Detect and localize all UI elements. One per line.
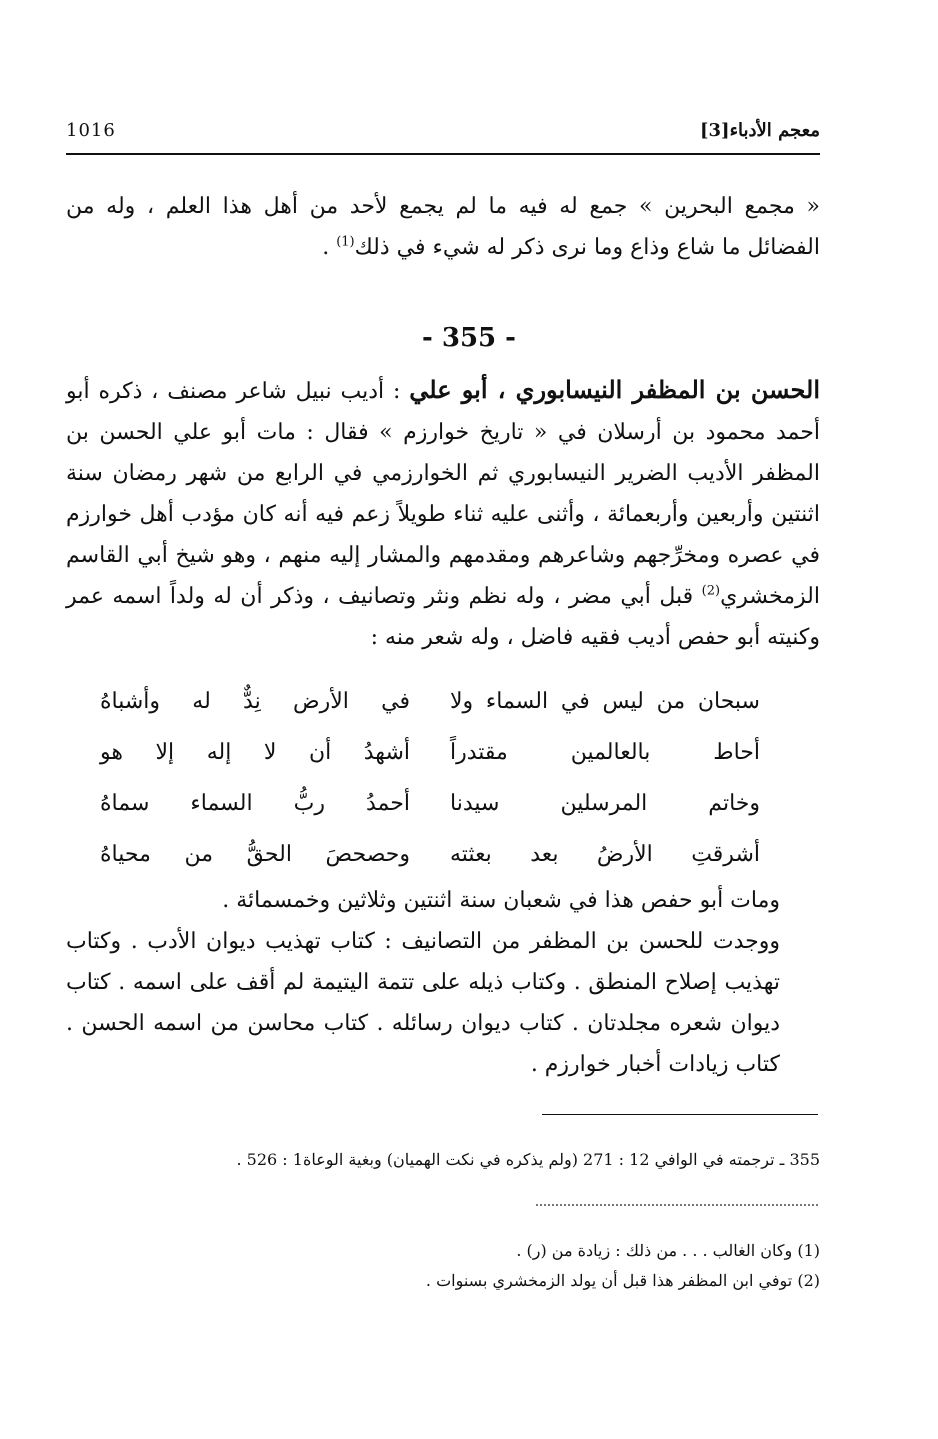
- dotted-rule: [536, 1204, 818, 1206]
- footnote-ref-2: (2): [701, 583, 721, 599]
- footnote-2: (2) توفي ابن المظفر هذا قبل أن يولد الزمخشري بسنوات .: [425, 1271, 820, 1290]
- verse-first-hemistich: وخاتم المرسلين سيدنا: [450, 791, 760, 816]
- page-number: 1016: [66, 120, 116, 141]
- source-note: 355 ـ ترجمته في الوافي 12 : 271 (ولم يذكره في نكت الهميان) وبغية الوعاة1 : 526 .: [236, 1150, 820, 1169]
- verse-first-hemistich: سبحان من ليس في السماء ولا: [450, 689, 760, 714]
- poem-verse: [100, 676, 760, 727]
- footnote-1: (1) وكان الغالب . . . من ذلك : زيادة من (ر) .: [516, 1241, 820, 1260]
- poem-verse: [100, 778, 760, 829]
- verse-second-hemistich: أحمدُ ربُّ السماء سماهُ: [100, 791, 410, 816]
- works-paragraph: ووجدت للحسن بن المظفر من التصانيف : كتاب تهذيب ديوان الأدب . وكتاب تهذيب إصلاح المنطق . وكتاب ذيله على تتمة اليتيمة لم أقف على اسمه . كتاب ديوان شعره مجلدتان . كتاب ديوان رسائله . كتاب محاسن من اسمه الحسن . كتاب زيادات أخبار خوارزم .: [66, 929, 780, 1077]
- running-title: معجم الأدباء[3]: [699, 120, 820, 141]
- entry-text-1: : أديب نبيل شاعر مصنف ، ذكره أبو أحمد محمود بن أرسلان في « تاريخ خوارزم » فقال : مات أبو علي الحسن بن المظفر الأديب الضرير النيسابوري ثم الخوارزمي في الرابع من شهر رمضان سنة اثنتين وأربعين وأربعمائة ، وأثنى عليه ثناء طويلاً زعم فيه أنه كان مؤدب أهل خوارزم في عصره ومخرِّجهم وشاعرهم ومقدمهم والمشار إليه منهم ، وهو شيخ أبي القاسم الزمخشري: [66, 379, 820, 609]
- entry-text-2: قبل أبي مضر ، وله نظم ونثر وتصانيف ، وذكر أن له ولداً اسمه عمر وكنيته أبو حفص أديب فقيه فاضل ، وله شعر منه :: [66, 584, 820, 650]
- poem-verse: [100, 727, 760, 778]
- header-rule: [66, 153, 820, 155]
- verse-second-hemistich: في الأرض نِدٌّ له وأشباهُ: [100, 689, 410, 714]
- intro-end: .: [322, 235, 337, 260]
- intro-text: « مجمع البحرين » جمع له فيه ما لم يجمع لأحد من أهل هذا العلم ، وله من الفضائل ما شاع وذاع وما نرى ذكر له شيء في ذلك: [66, 194, 820, 260]
- verse-first-hemistich: أشرقتِ الأرضُ بعد بعثته: [450, 842, 760, 867]
- verse-first-hemistich: أحاط بالعالمين مقتدراً: [450, 740, 760, 765]
- entry-lead: الحسن بن المظفر النيسابوري ، أبو علي: [409, 375, 820, 404]
- footnote-rule: [542, 1114, 818, 1115]
- poem: [100, 676, 760, 880]
- verse-second-hemistich: أشهدُ أن لا إله إلا هو: [100, 740, 410, 765]
- verse-second-hemistich: وحصحصَ الحقُّ من محياهُ: [100, 842, 410, 867]
- footnote-ref-1: (1): [336, 234, 355, 250]
- death-line: ومات أبو حفص هذا في شعبان سنة اثنتين وثلاثين وخمسمائة .: [222, 888, 780, 913]
- after-poem-section: [66, 880, 820, 1085]
- poem-verse: [100, 829, 760, 880]
- running-header: [66, 116, 820, 146]
- intro-paragraph: [66, 186, 820, 268]
- entry-number: - 355 -: [422, 323, 516, 353]
- entry-paragraph: [66, 369, 820, 658]
- footnotes: [66, 1236, 820, 1296]
